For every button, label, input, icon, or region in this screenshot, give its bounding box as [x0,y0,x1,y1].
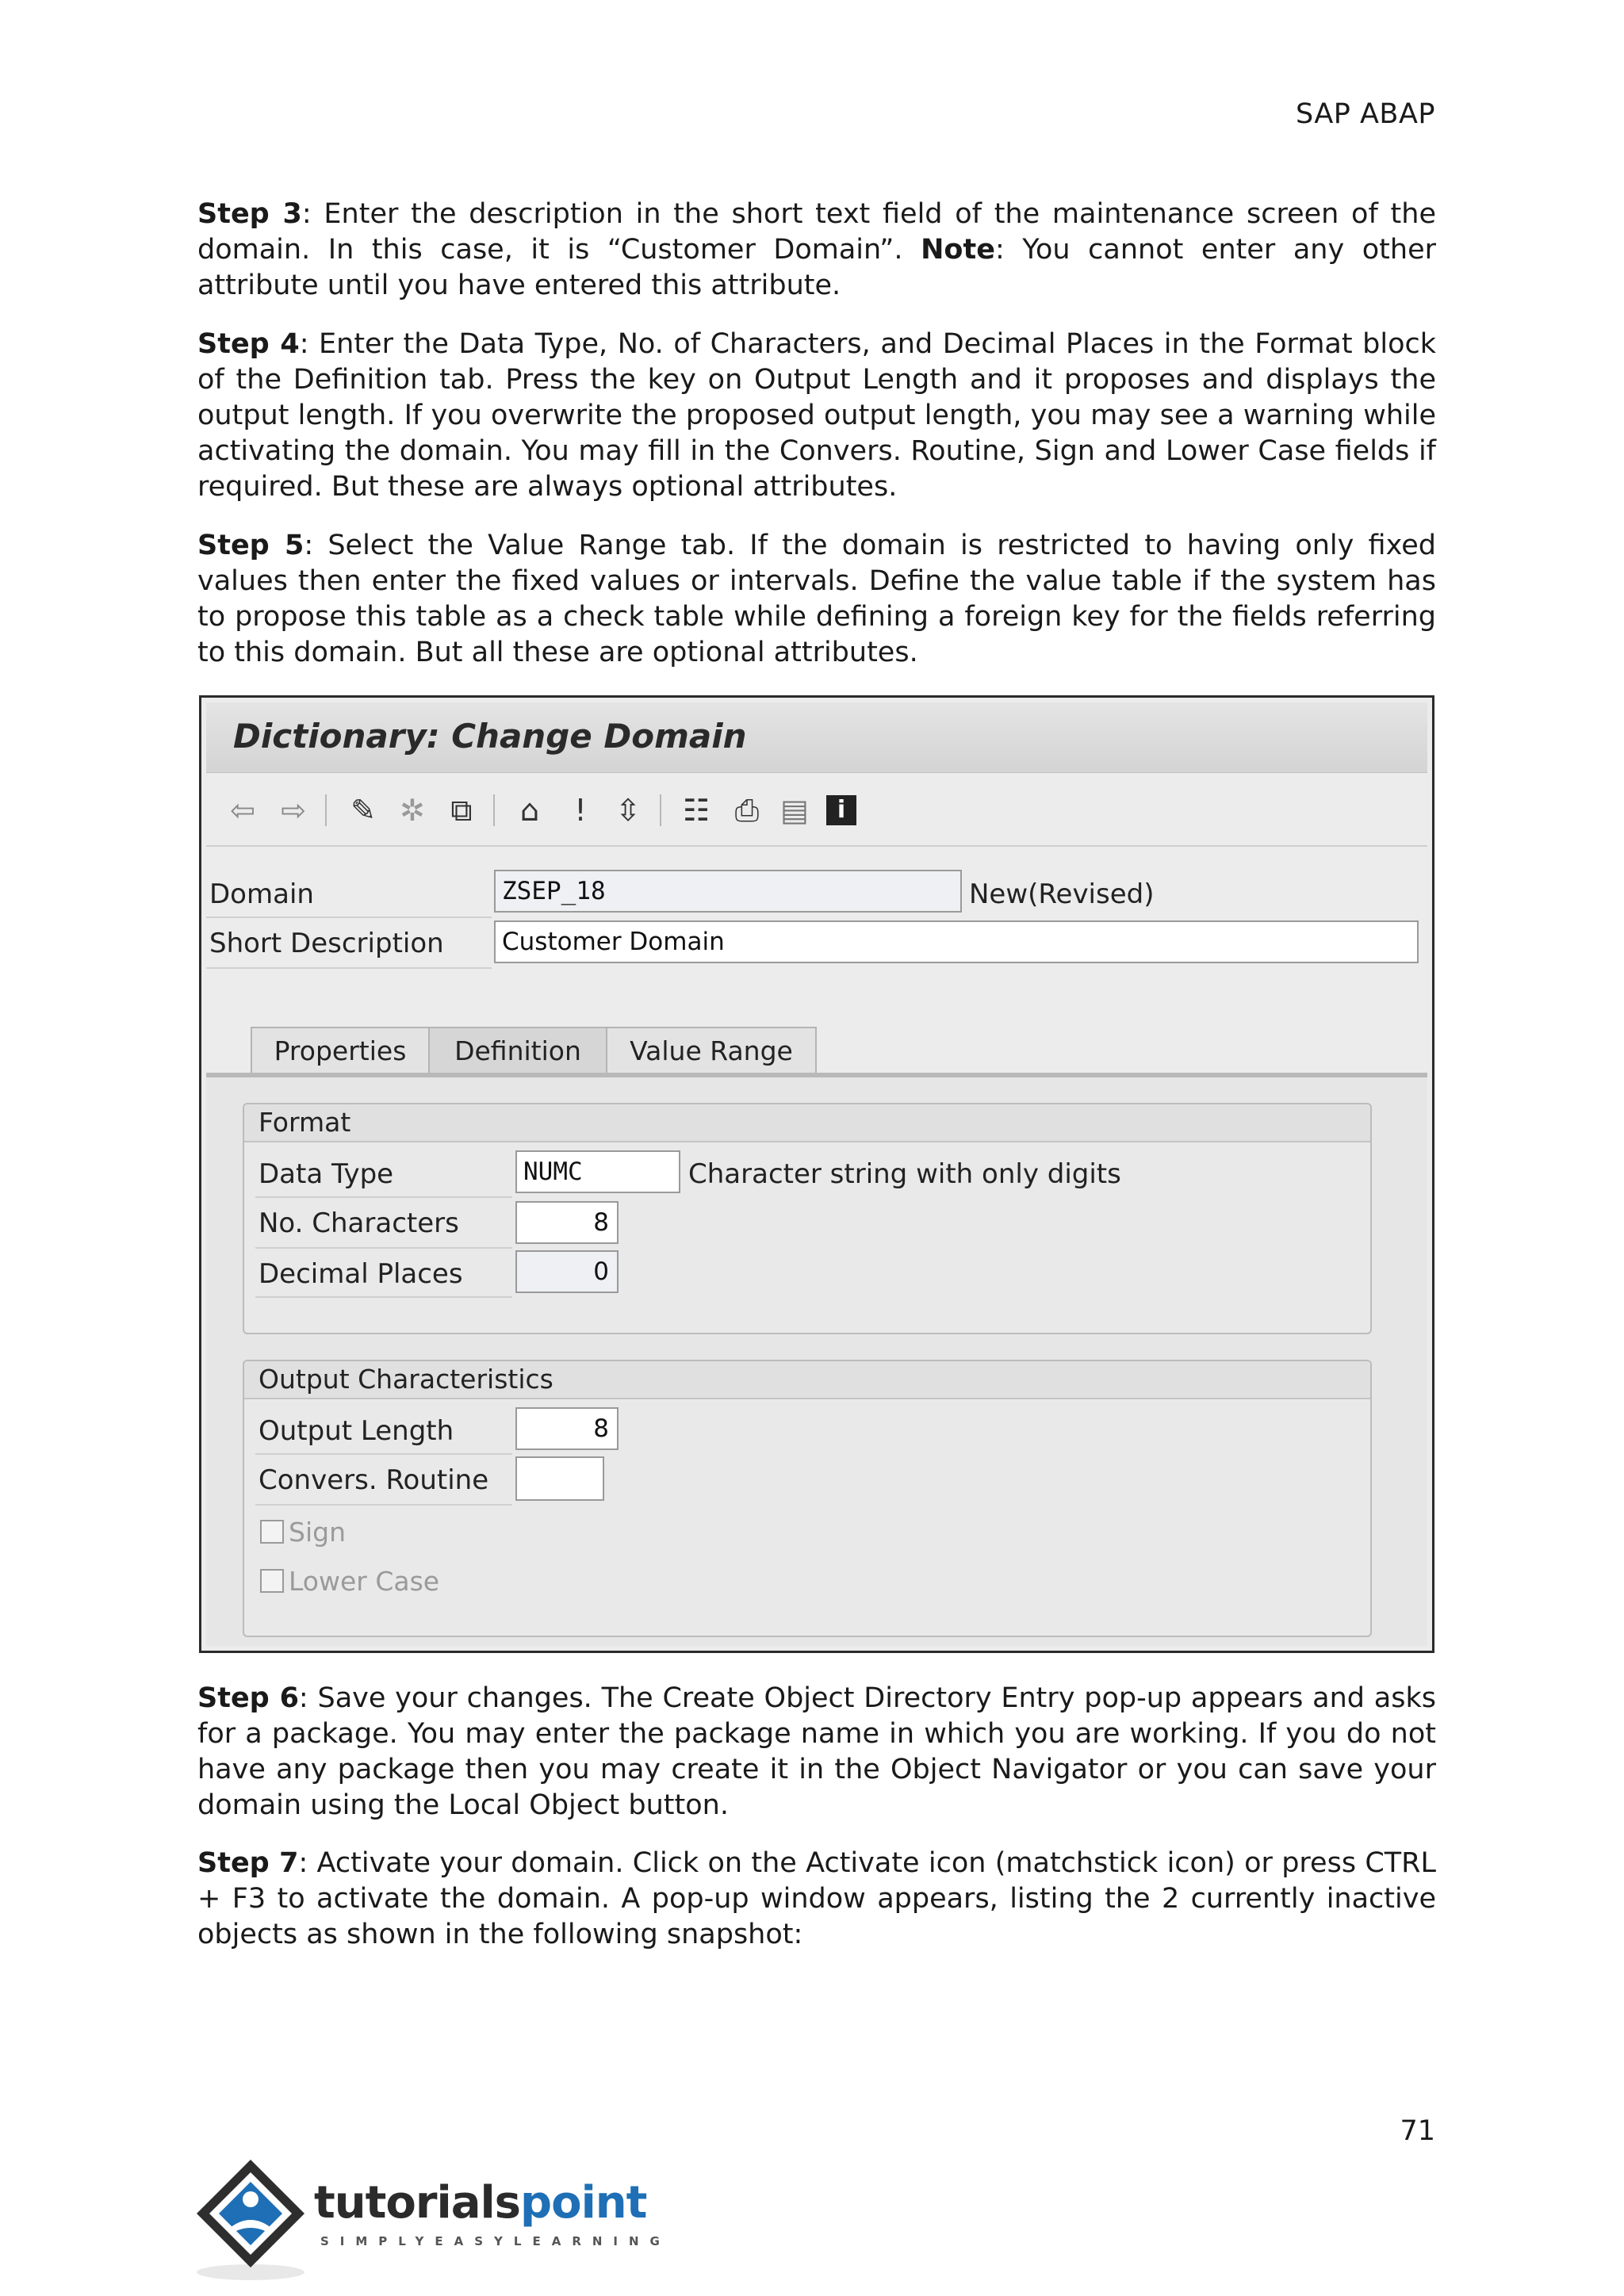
display-change-icon[interactable]: ✲ [400,793,425,828]
info-icon[interactable]: i [826,795,856,825]
no-characters-label: No. Characters [259,1207,459,1239]
forward-arrow-icon[interactable]: ⇨ [281,793,306,828]
step-label: Step 4 [197,328,300,360]
sap-title-bar [206,702,1427,773]
row-divider [255,1247,512,1249]
back-arrow-icon[interactable]: ⇦ [230,793,255,828]
decimal-places-label: Decimal Places [259,1258,463,1290]
no-characters-field[interactable]: 8 [515,1201,619,1244]
logo-word-point: point [520,2177,647,2229]
step-3-paragraph [197,197,1436,304]
row-divider [255,1504,512,1506]
convers-routine-label: Convers. Routine [259,1464,489,1496]
decimal-places-field[interactable]: 0 [515,1250,619,1293]
step-7-paragraph [197,1846,1436,1953]
step-label: Step 3 [197,198,302,230]
sap-change-domain-screenshot [199,695,1434,1653]
print-icon[interactable]: ⎙ [734,793,760,828]
step-label: Step 6 [197,1682,299,1714]
domain-label: Domain [209,878,314,910]
sign-label: Sign [289,1517,346,1548]
tab-properties[interactable]: Properties [251,1027,430,1074]
step-label: Step 5 [197,530,304,561]
step-text: : Enter the Data Type, No. of Characters, and Decimal Places in the Format block of the Definition tab. Press the key on Output Length and it proposes and displays the output length. If you overwrite the proposed output length, you may see a warning while activating the domain. You may fill in the Convers. Routine, Sign and Lower Case fields if required. But these are always optional attributes. [197,328,1436,503]
step-text: : Enter the description in the short text field of the maintenance screen of the domain. In this case, it is “Customer Domain”. [197,198,1436,266]
row-divider [206,916,492,918]
sap-screen-title: Dictionary: Change Domain [233,717,747,756]
output-length-field[interactable]: 8 [515,1407,619,1450]
tab-definition[interactable]: Definition [428,1027,607,1074]
format-group-title: Format [244,1104,1370,1142]
other-object-icon[interactable]: ⧉ [450,793,473,828]
edit-pencil-icon[interactable]: ✎ [350,793,376,828]
short-description-field[interactable]: Customer Domain [494,920,1419,963]
sap-application-toolbar [206,774,1427,847]
domain-field[interactable]: ZSEP_18 [494,870,962,913]
row-divider [255,1196,512,1198]
running-header: SAP ABAP [1295,98,1435,130]
format-group [243,1103,1372,1334]
logo-word-tutorials: tutorials [314,2177,521,2229]
tab-value-range[interactable]: Value Range [606,1027,817,1074]
step-text: : Save your changes. The Create Object Directory Entry pop-up appears and asks for a package. You may enter the package name in which you are working. If you do not have any package then you may create it in the Object Navigator or you can save your domain using the Local Object button. [197,1682,1436,1821]
note-text: : You cannot enter any other attribute until you have entered this attribute. [197,234,1437,301]
where-used-icon[interactable]: ⌂ [519,793,540,828]
lower-case-checkbox[interactable] [260,1569,284,1593]
step-6-paragraph [197,1681,1436,1823]
output-length-label: Output Length [259,1415,454,1447]
hierarchy-icon[interactable]: ☷ [682,793,710,828]
page-number: 71 [1400,2115,1435,2147]
step-label: Step 7 [197,1847,299,1879]
step-5-paragraph [197,528,1436,671]
sign-checkbox[interactable] [260,1520,284,1544]
row-divider [255,1296,512,1298]
row-divider [206,967,492,969]
step-4-paragraph [197,327,1436,505]
toolbar-separator [660,794,661,826]
step-text: : Select the Value Range tab. If the domain is restricted to having only fixed values then enter the fixed values or intervals. Define the value table if the system has to propose this table as a check table while defining a foreign key for the fields referring to this domain. But all these are optional attributes. [197,530,1436,668]
note-label: Note [921,234,995,266]
tab-strip [206,1019,1427,1076]
logo-tagline: SIMPLYEASYLEARNING [320,2234,671,2248]
technical-settings-icon[interactable]: ▤ [780,793,809,828]
toolbar-separator [493,794,495,826]
row-divider [255,1453,512,1455]
tutorialspoint-logo [195,2155,671,2282]
output-characteristics-group [243,1360,1372,1637]
data-type-label: Data Type [259,1158,394,1190]
definition-panel [206,1077,1427,1646]
convers-routine-field[interactable] [515,1456,604,1501]
toolbar-separator [325,794,327,826]
logo-wordmark [314,2177,646,2229]
step-text: : Activate your domain. Click on the Activate icon (matchstick icon) or press CTRL + F3 to activate the domain. A pop-up window appears, listing the 2 currently inactive objects as shown in the following snapshot: [197,1847,1436,1950]
lower-case-label: Lower Case [289,1566,440,1597]
short-description-label: Short Description [209,928,444,959]
navigate-icon[interactable]: ⇳ [615,793,641,828]
output-group-title: Output Characteristics [244,1361,1370,1399]
domain-status: New(Revised) [969,878,1155,910]
data-type-field[interactable]: NUMC [515,1150,680,1193]
data-type-description: Character string with only digits [688,1158,1121,1190]
activate-matchstick-icon[interactable]: ǃ [576,793,585,828]
logo-diamond-icon [195,2155,314,2282]
